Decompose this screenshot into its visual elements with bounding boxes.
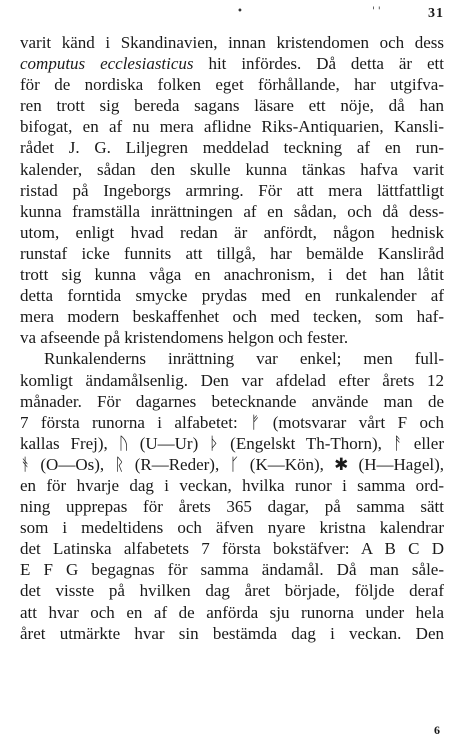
top-mark: ' ' — [372, 6, 381, 17]
body-text — [20, 32, 444, 644]
top-mark: • — [237, 6, 243, 17]
text-line: ristad på Ingeborgs armring. För att mera lättfattligt — [20, 180, 444, 200]
text-line: komligt ändamålsenlig. Den var afdelad efter årets 12 — [20, 370, 444, 390]
text-line: trott sig kunna våga en anachronism, i det han låtit — [20, 265, 444, 285]
page-number: 31 — [428, 6, 444, 21]
text-line: rådet J. G. Liljegren meddelad teckning af en run- — [20, 138, 444, 158]
text-line: 7 första runorna i alfabetet: ᚠ (motsvarar vårt F och — [20, 412, 444, 432]
signature-mark: 6 — [434, 723, 440, 737]
text-line: ᚬ (O—Os), ᚱ (R—Reder), ᚴ (K—Kön), ✱ (H—Hagel), — [20, 454, 444, 474]
text-line: Runkalenderns inrättning var enkel; men full- — [44, 349, 444, 369]
text-line: kalender, sådan den skulle kunna tänkas hafva varit — [20, 159, 444, 179]
text-line: kunna framställa inrättningen af en sådan, och då dess- — [20, 201, 444, 221]
text-line: computus ecclesiasticus hit infördes. Då detta är ett — [20, 54, 444, 74]
text-line: det visste på hvilken dag året började, följde deraf — [20, 581, 444, 601]
text-line: en för hvarje dag i veckan, hvilka runor i samma ord- — [20, 475, 444, 495]
text-line: bifogat, en af nu mera aflidne Riks-Antiquarien, Kansli- — [20, 117, 444, 137]
text-line: ning upprepas för årets 365 dagar, på samma sätt — [20, 497, 444, 517]
text-line: E F G begagnas för samma ändamål. Då man såle- — [20, 560, 444, 580]
text-line: året utmärkte hvar sin bestämda dag i veckan. Den — [20, 623, 444, 643]
text-line: det Latinska alfabetets 7 första bokstäfver: A B C D — [20, 539, 444, 559]
text-line: varit känd i Skandinavien, innan kristendomen och dess — [20, 33, 444, 52]
text-line: utom, enligt hvad redan är anfördt, någon hednisk — [20, 222, 444, 242]
text-line: ren trott sig bereda sagans läsare ett nöje, då han — [20, 96, 444, 116]
text-line: va afseende på kristendomens helgon och fester. — [20, 328, 349, 348]
text-line: som i medeltidens och äfven nyare kristna kalendrar — [20, 518, 444, 538]
text-line: mera modern beskaffenhet och med tecken, som haf- — [20, 307, 444, 327]
text-line: för de nordiska folken eget förhållande, har utgifva- — [20, 75, 444, 95]
text-line: detta forntida smycke prydas med en runkalender af — [20, 286, 444, 306]
latin-phrase: computus ecclesiasticus — [20, 54, 194, 74]
text-line: att hvar och en af de anförda sju runorna under hela — [20, 602, 444, 622]
text-line: kallas Frej), ᚢ (U—Ur) ᚦ (Engelskt Th-Thorn), ᚨ eller — [20, 433, 444, 453]
text-line: månader. För dagarnes betecknande använde man de — [20, 391, 444, 411]
text-line: runstaf icke funnits att tillgå, har bemälde Kansliråd — [20, 243, 444, 263]
